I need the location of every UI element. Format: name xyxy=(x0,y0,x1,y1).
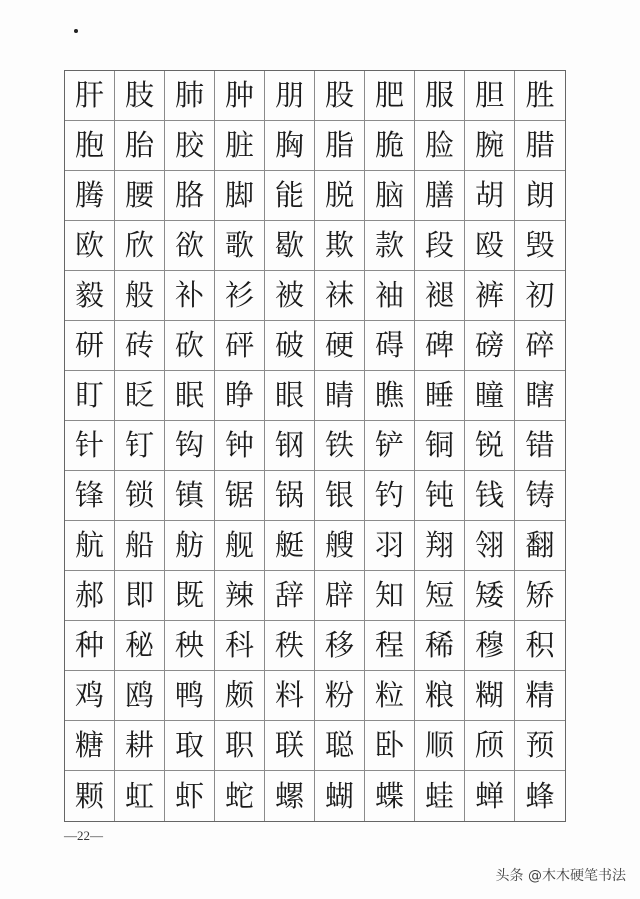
character-cell: 睛 xyxy=(315,371,365,421)
character-cell: 聪 xyxy=(315,721,365,771)
character-cell: 欲 xyxy=(165,221,215,271)
character-cell: 粒 xyxy=(365,671,415,721)
character-cell: 眼 xyxy=(265,371,315,421)
character-cell: 既 xyxy=(165,571,215,621)
character-cell: 欧 xyxy=(65,221,115,271)
character-cell: 鸡 xyxy=(65,671,115,721)
character-cell: 短 xyxy=(415,571,465,621)
character-cell: 铸 xyxy=(515,471,565,521)
character-cell: 辣 xyxy=(215,571,265,621)
character-cell: 磅 xyxy=(465,321,515,371)
character-cell: 锋 xyxy=(65,471,115,521)
character-cell: 胸 xyxy=(265,121,315,171)
character-cell: 舰 xyxy=(215,521,265,571)
character-cell: 脚 xyxy=(215,171,265,221)
character-cell: 辞 xyxy=(265,571,315,621)
character-cell: 硬 xyxy=(315,321,365,371)
character-cell: 胆 xyxy=(465,71,515,121)
character-cell: 颇 xyxy=(215,671,265,721)
character-cell: 知 xyxy=(365,571,415,621)
character-cell: 鸥 xyxy=(115,671,165,721)
character-cell: 胡 xyxy=(465,171,515,221)
character-cell: 职 xyxy=(215,721,265,771)
character-cell: 蝶 xyxy=(365,771,415,821)
character-cell: 稀 xyxy=(415,621,465,671)
character-cell: 翔 xyxy=(415,521,465,571)
character-cell: 瞧 xyxy=(365,371,415,421)
character-cell: 袜 xyxy=(315,271,365,321)
character-cell: 耕 xyxy=(115,721,165,771)
character-cell: 虾 xyxy=(165,771,215,821)
character-cell: 盯 xyxy=(65,371,115,421)
character-cell: 顺 xyxy=(415,721,465,771)
character-cell: 银 xyxy=(315,471,365,521)
character-cell: 腕 xyxy=(465,121,515,171)
character-cell: 补 xyxy=(165,271,215,321)
character-cell: 般 xyxy=(115,271,165,321)
character-cell: 鸭 xyxy=(165,671,215,721)
character-cell: 砍 xyxy=(165,321,215,371)
character-cell: 秘 xyxy=(115,621,165,671)
character-cell: 镇 xyxy=(165,471,215,521)
character-cell: 衫 xyxy=(215,271,265,321)
character-cell: 砖 xyxy=(115,321,165,371)
character-cell: 研 xyxy=(65,321,115,371)
character-cell: 错 xyxy=(515,421,565,471)
character-cell: 脆 xyxy=(365,121,415,171)
character-cell: 睁 xyxy=(215,371,265,421)
character-cell: 粉 xyxy=(315,671,365,721)
character-cell: 欺 xyxy=(315,221,365,271)
character-cell: 种 xyxy=(65,621,115,671)
character-cell: 糊 xyxy=(465,671,515,721)
character-cell: 碍 xyxy=(365,321,415,371)
character-cell: 款 xyxy=(365,221,415,271)
character-cell: 蜂 xyxy=(525,778,555,813)
character-cell: 睡 xyxy=(415,371,465,421)
character-cell: 股 xyxy=(315,71,365,121)
character-cell: 锐 xyxy=(465,421,515,471)
ink-dot xyxy=(74,29,78,33)
character-cell: 糖 xyxy=(65,721,115,771)
character-cell: 矮 xyxy=(465,571,515,621)
character-cell: 胶 xyxy=(165,121,215,171)
character-cell: 即 xyxy=(115,571,165,621)
character-cell: 预 xyxy=(515,721,565,771)
character-cell: 碎 xyxy=(515,321,565,371)
character-cell: 钓 xyxy=(365,471,415,521)
character-cell: 蛇 xyxy=(215,771,265,821)
character-cell: 瞎 xyxy=(515,371,565,421)
character-cell: 蛙 xyxy=(415,771,465,821)
character-cell: 胜 xyxy=(515,71,565,121)
character-cell: 程 xyxy=(365,621,415,671)
character-cell: 脏 xyxy=(215,121,265,171)
character-cell: 胞 xyxy=(65,121,115,171)
character-cell: 膳 xyxy=(415,171,465,221)
character-cell: 舫 xyxy=(165,521,215,571)
watermark-text: 头条 @木木硬笔书法 xyxy=(495,868,626,884)
character-cell: 钝 xyxy=(415,471,465,521)
character-cell: 钟 xyxy=(215,421,265,471)
character-cell: 颗 xyxy=(65,771,115,821)
character-cell: 砰 xyxy=(215,321,265,371)
character-cell: 船 xyxy=(115,521,165,571)
character-cell: 初 xyxy=(515,271,565,321)
character-cell: 卧 xyxy=(365,721,415,771)
character-cell: 航 xyxy=(65,521,115,571)
character-cell: 艇 xyxy=(265,521,315,571)
character-cell: 翎 xyxy=(465,521,515,571)
character-cell: 腾 xyxy=(65,171,115,221)
page-number: —22— xyxy=(64,828,103,843)
character-cell: 胎 xyxy=(115,121,165,171)
character-cell: 碑 xyxy=(415,321,465,371)
character-cell: 联 xyxy=(265,721,315,771)
character-cell: 钉 xyxy=(115,421,165,471)
character-cell: 蝴 xyxy=(315,771,365,821)
character-cell: 毁 xyxy=(515,221,565,271)
character-cell: 朗 xyxy=(515,171,565,221)
character-cell: 螺 xyxy=(265,771,315,821)
character-cell: 取 xyxy=(165,721,215,771)
character-cell: 破 xyxy=(265,321,315,371)
character-cell: 料 xyxy=(265,671,315,721)
character-cell: 腰 xyxy=(115,171,165,221)
character-cell: 脸 xyxy=(415,121,465,171)
character-cell: 被 xyxy=(265,271,315,321)
character-cell: 段 xyxy=(415,221,465,271)
character-cell: 肿 xyxy=(215,71,265,121)
character-cell: 眠 xyxy=(165,371,215,421)
character-grid xyxy=(64,70,566,822)
character-cell: 毅 xyxy=(65,271,115,321)
character-cell: 铜 xyxy=(415,421,465,471)
character-cell: 翻 xyxy=(515,521,565,571)
character-cell: 艘 xyxy=(315,521,365,571)
character-cell: 歌 xyxy=(215,221,265,271)
character-cell: 朋 xyxy=(265,71,315,121)
character-cell: 服 xyxy=(415,71,465,121)
character-cell: 蝉 xyxy=(465,771,515,821)
character-cell: 积 xyxy=(515,621,565,671)
character-cell: 锯 xyxy=(215,471,265,521)
character-cell: 眨 xyxy=(115,371,165,421)
character-cell: 科 xyxy=(215,621,265,671)
character-cell: 羽 xyxy=(365,521,415,571)
character-cell: 锁 xyxy=(115,471,165,521)
character-cell: 能 xyxy=(265,171,315,221)
character-cell: 裤 xyxy=(465,271,515,321)
character-cell: 肥 xyxy=(365,71,415,121)
character-cell: 矫 xyxy=(515,571,565,621)
character-cell: 欣 xyxy=(115,221,165,271)
character-cell: 铁 xyxy=(315,421,365,471)
character-cell: 瞳 xyxy=(465,371,515,421)
character-cell: 胳 xyxy=(165,171,215,221)
character-cell: 精 xyxy=(515,671,565,721)
character-cell: 殴 xyxy=(465,221,515,271)
character-cell: 移 xyxy=(315,621,365,671)
character-cell: 粮 xyxy=(415,671,465,721)
character-cell: 腊 xyxy=(515,121,565,171)
character-cell: 针 xyxy=(65,421,115,471)
character-cell: 歇 xyxy=(265,221,315,271)
character-cell: 锅 xyxy=(265,471,315,521)
character-cell: 辟 xyxy=(315,571,365,621)
character-cell: 秧 xyxy=(165,621,215,671)
character-cell: 褪 xyxy=(415,271,465,321)
character-cell: 钱 xyxy=(465,471,515,521)
character-cell: 郝 xyxy=(65,571,115,621)
character-cell: 虹 xyxy=(115,771,165,821)
character-cell: 钩 xyxy=(165,421,215,471)
character-cell: 肺 xyxy=(165,71,215,121)
character-cell: 颀 xyxy=(465,721,515,771)
character-cell: 脱 xyxy=(315,171,365,221)
character-cell: 肢 xyxy=(115,71,165,121)
character-cell: 脑 xyxy=(365,171,415,221)
character-cell: 脂 xyxy=(315,121,365,171)
character-cell: 穆 xyxy=(465,621,515,671)
character-cell: 秩 xyxy=(265,621,315,671)
character-cell: 铲 xyxy=(365,421,415,471)
character-cell: 肝 xyxy=(65,71,115,121)
character-cell: 钢 xyxy=(265,421,315,471)
character-cell: 袖 xyxy=(365,271,415,321)
